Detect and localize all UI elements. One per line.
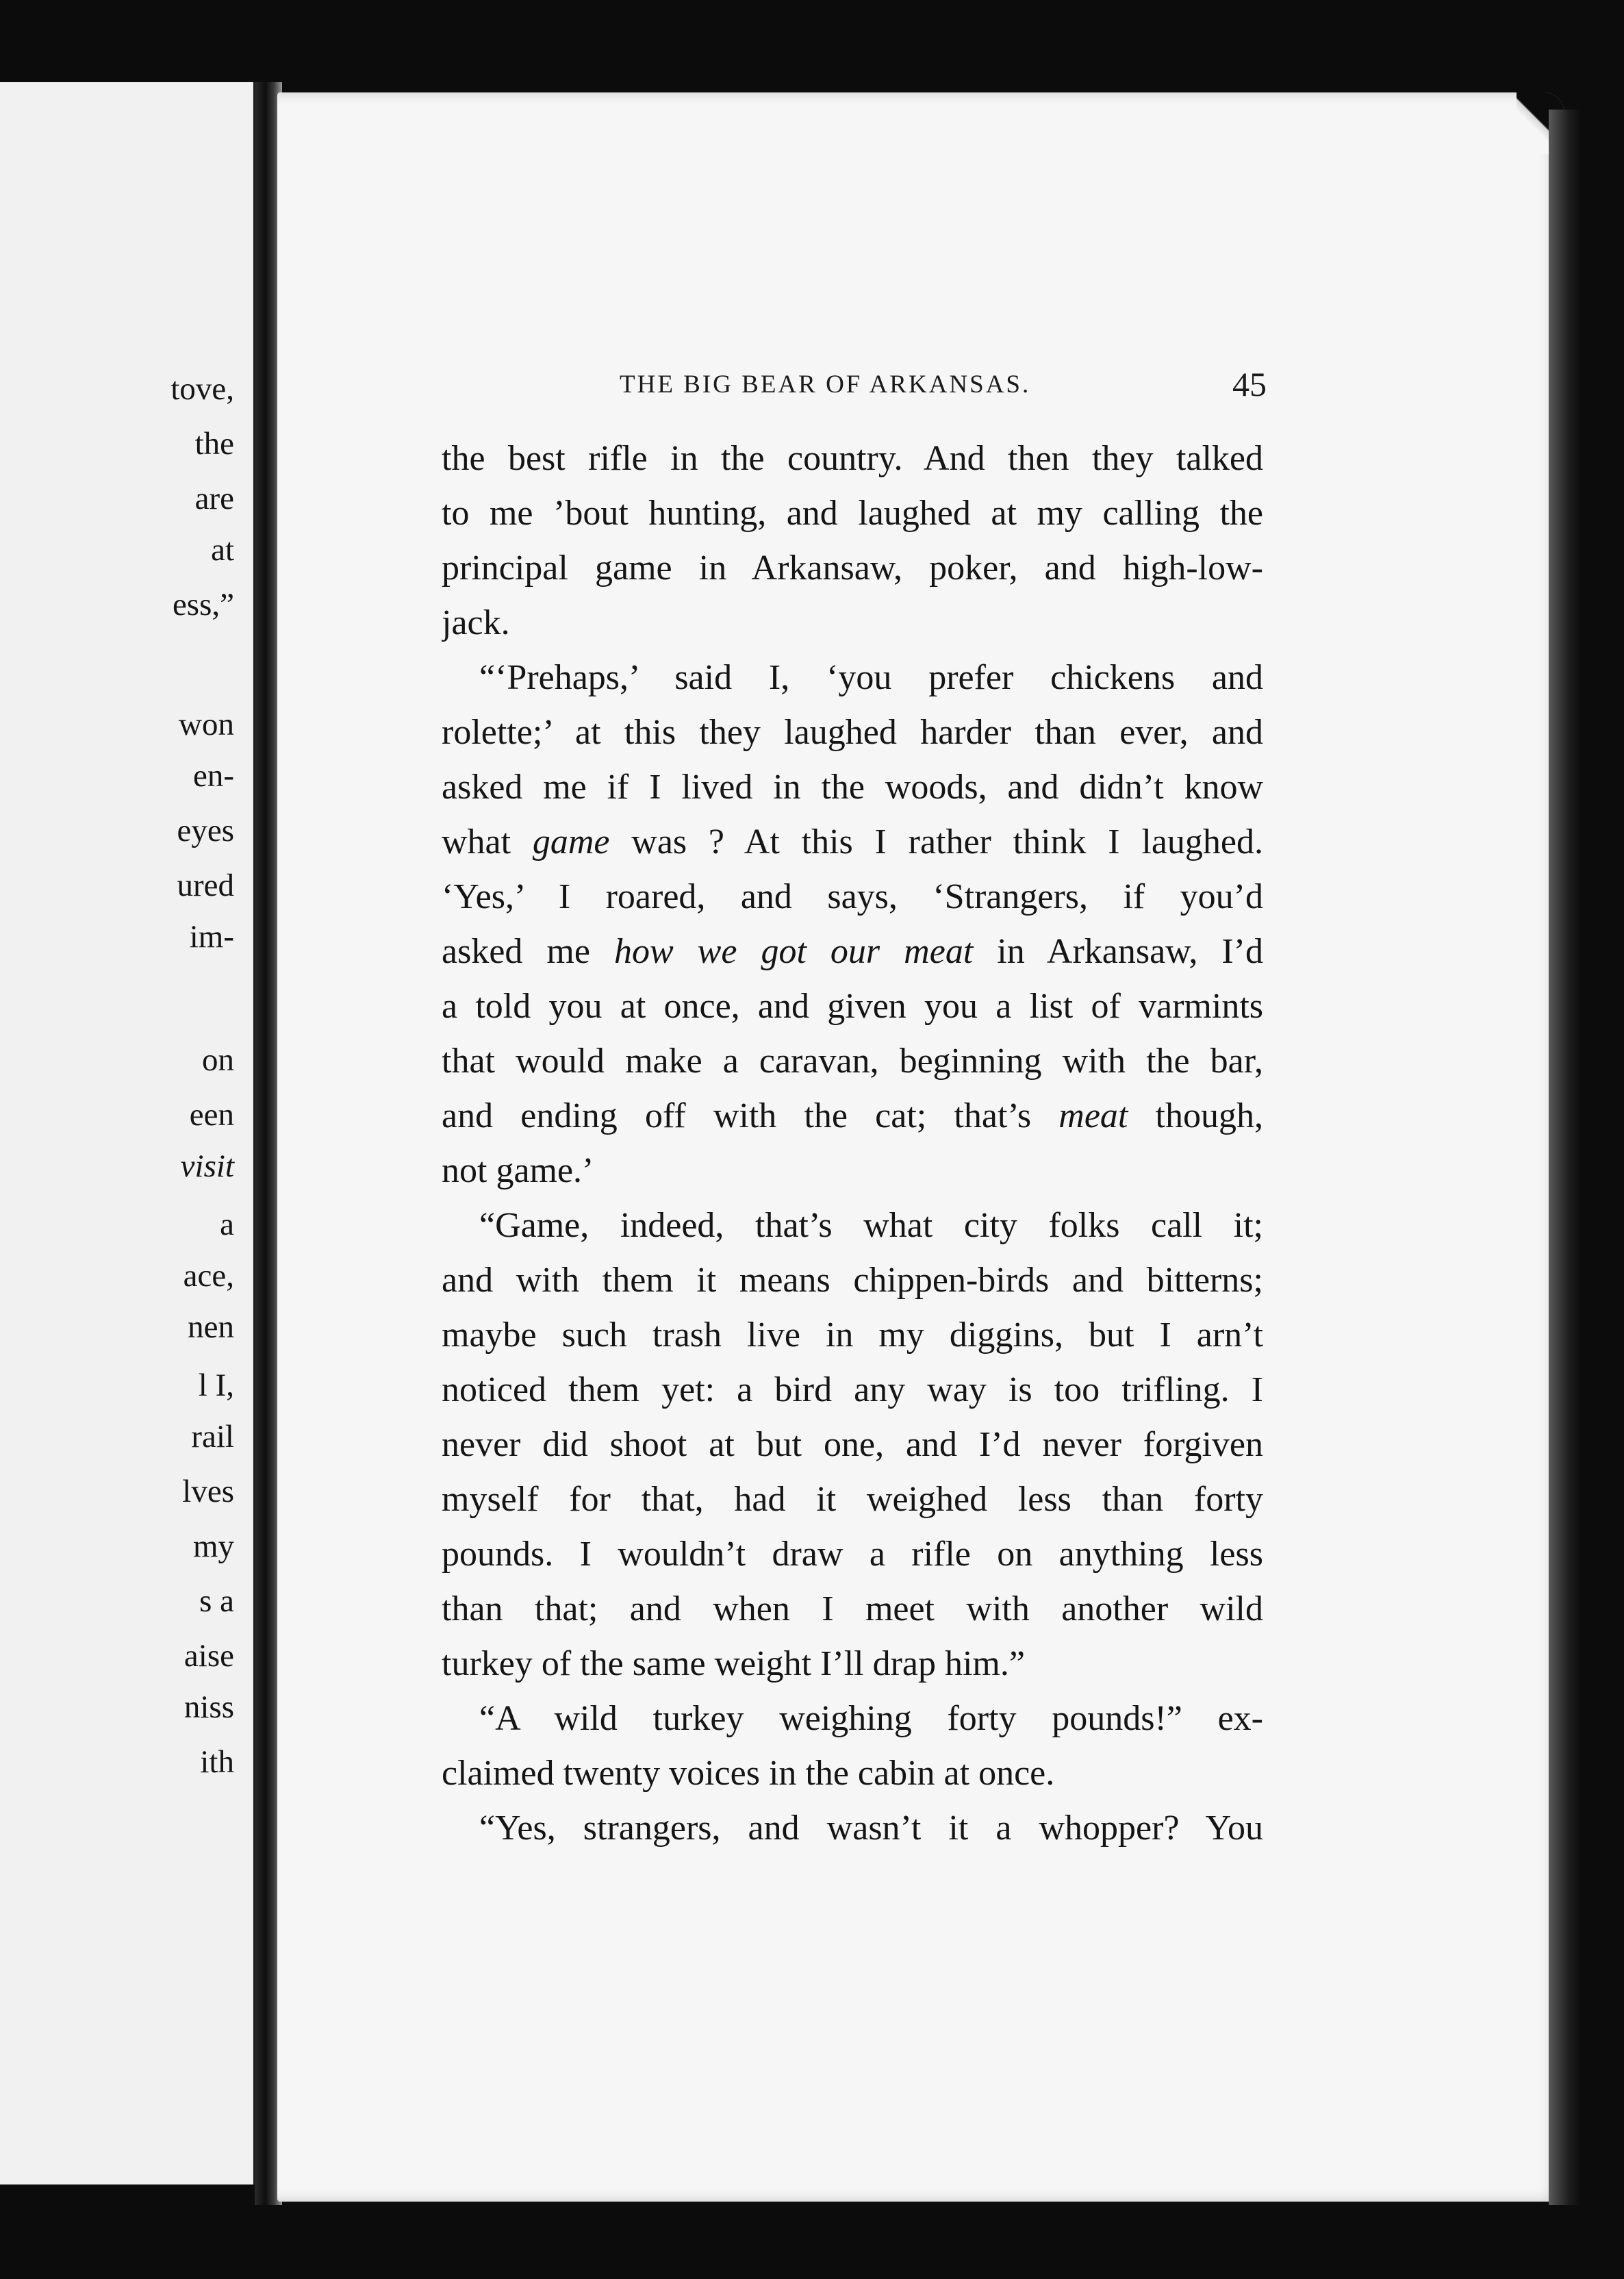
text-run: noticed them yet: a bird any way is too trifling. I	[442, 1370, 1263, 1409]
text-line	[442, 541, 1263, 596]
left-page-text-fragment: a	[220, 1207, 234, 1242]
italic-text: meat	[1058, 1096, 1128, 1135]
text-line	[442, 651, 1263, 705]
text-run: “‘Prehaps,’ said I, ‘you prefer chickens and	[479, 658, 1263, 697]
italic-text: game	[532, 822, 610, 861]
left-page-text-fragment: ured	[177, 868, 234, 903]
text-run: pounds. I wouldn’t draw a rifle on anything less	[442, 1535, 1263, 1574]
left-facing-page	[0, 82, 257, 2184]
text-line	[442, 760, 1263, 815]
left-page-text-fragment: tove,	[170, 371, 234, 407]
text-line	[442, 1034, 1263, 1089]
body-text	[442, 431, 1263, 1856]
text-run: in Arkansaw, I’d	[973, 932, 1263, 971]
text-run: “Yes, strangers, and wasn’t it a whopper? You	[479, 1809, 1263, 1848]
text-run: maybe such trash live in my diggins, but I arn’t	[442, 1315, 1263, 1355]
text-run: “Game, indeed, that’s what city folks call it;	[479, 1206, 1263, 1245]
text-line	[442, 596, 1263, 651]
page-edge	[1549, 110, 1583, 2205]
text-line	[442, 1363, 1263, 1418]
left-page-text-fragment: lves	[182, 1474, 234, 1509]
left-page-text-fragment: ace,	[183, 1258, 234, 1294]
text-run: asked me	[442, 932, 614, 971]
left-page-text-fragment: ess,”	[172, 587, 234, 622]
text-run: never did shoot at but one, and I’d never forgiven	[442, 1425, 1263, 1464]
text-run: was ? At this I rather think I laughed.	[609, 822, 1263, 861]
text-line	[442, 1253, 1263, 1308]
left-page-text-fragment: won	[179, 707, 234, 742]
text-line	[442, 1801, 1263, 1856]
text-run: jack.	[442, 603, 510, 642]
text-run: asked me if I lived in the woods, and didn’t know	[442, 768, 1263, 807]
left-page-text-fragment: nen	[188, 1309, 234, 1345]
text-run: principal game in Arkansaw, poker, and high-low-	[442, 549, 1263, 588]
left-page-text-fragment: niss	[183, 1689, 234, 1725]
page-header	[620, 365, 1267, 411]
text-run: “A wild turkey weighing forty pounds!” ex-	[479, 1699, 1263, 1738]
left-page-text-fragment: l I,	[198, 1368, 234, 1403]
left-page-text-fragment: at	[211, 532, 234, 568]
text-run: turkey of the same weight I’ll drap him.”	[442, 1644, 1025, 1683]
left-page-text-fragment: aise	[183, 1638, 234, 1674]
text-run: than that; and when I meet with another wild	[442, 1589, 1263, 1628]
text-run: claimed twenty voices in the cabin at once.	[442, 1754, 1055, 1793]
text-run: though,	[1128, 1096, 1263, 1135]
text-line	[442, 1472, 1263, 1527]
left-page-text-fragment: im-	[189, 919, 234, 955]
text-line	[442, 870, 1263, 924]
text-line	[442, 1582, 1263, 1637]
left-page-text-fragment: the	[194, 426, 234, 462]
text-run: not game.’	[442, 1151, 594, 1190]
text-line	[442, 924, 1263, 979]
left-page-text-fragment: my	[192, 1528, 234, 1564]
text-line	[442, 1746, 1263, 1801]
text-run: that would make a caravan, beginning with the bar,	[442, 1042, 1263, 1081]
italic-text: how we got our meat	[613, 932, 974, 971]
text-run: the best rifle in the country. And then they talked	[442, 439, 1263, 478]
left-page-text-fragment: ith	[200, 1744, 234, 1780]
text-line	[442, 1691, 1263, 1746]
text-run: myself for that, had it weighed less than forty	[442, 1480, 1263, 1519]
text-run: and ending off with the cat; that’s	[442, 1096, 1059, 1135]
text-line	[442, 1144, 1263, 1198]
text-line	[442, 815, 1263, 870]
text-line	[442, 1418, 1263, 1472]
text-line	[442, 1527, 1263, 1582]
text-run: a told you at once, and given you a list of varmints	[442, 987, 1263, 1026]
text-run: ‘Yes,’ I roared, and says, ‘Strangers, if you’d	[442, 877, 1263, 916]
text-run: rolette;’ at this they laughed harder than ever, and	[442, 713, 1263, 752]
text-run: and with them it means chippen-birds and bitterns;	[442, 1261, 1263, 1300]
text-line	[442, 979, 1263, 1034]
running-head: THE BIG BEAR OF ARKANSAS.	[620, 370, 1031, 399]
text-line	[442, 431, 1263, 486]
left-page-text-fragment: s a	[199, 1583, 234, 1619]
text-line	[442, 1637, 1263, 1691]
text-line	[442, 705, 1263, 760]
page-number: 45	[1232, 365, 1267, 403]
left-page-text-fragment: are	[194, 481, 234, 516]
left-page-text-fragment: rail	[191, 1419, 234, 1455]
text-line	[442, 1308, 1263, 1363]
text-line	[442, 486, 1263, 541]
text-line	[442, 1089, 1263, 1144]
left-page-text-fragment: een	[189, 1097, 234, 1133]
text-run: to me ’bout hunting, and laughed at my calling the	[442, 494, 1263, 533]
left-page-text-fragment: on	[202, 1042, 234, 1078]
left-page-text-fragment: en-	[192, 758, 234, 794]
text-line	[442, 1198, 1263, 1253]
left-page-text-fragment: visit	[180, 1148, 234, 1184]
text-run: what	[442, 822, 533, 861]
left-page-text-fragment: eyes	[177, 813, 234, 848]
